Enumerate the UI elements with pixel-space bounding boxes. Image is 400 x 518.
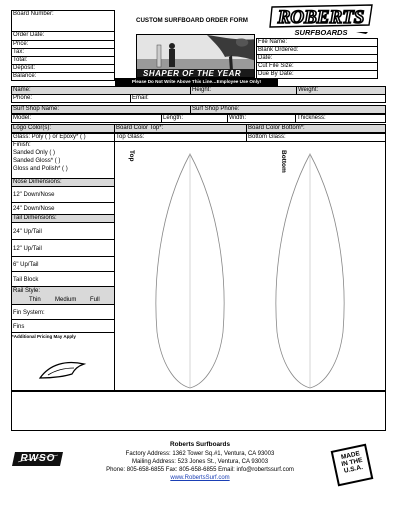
- finish-section: [11, 141, 115, 179]
- height-field[interactable]: Height:: [190, 86, 297, 95]
- model-field[interactable]: Model:: [11, 114, 162, 123]
- email-field[interactable]: Email:: [130, 94, 386, 103]
- tail-24-field[interactable]: 24" Up/Tail: [11, 222, 115, 240]
- fin-sketch-icon: [38, 358, 88, 382]
- nose-12-field[interactable]: 12" Down/Nose: [11, 186, 115, 203]
- thickness-field[interactable]: Thickness:: [295, 114, 386, 123]
- employee-notice-text: Please Do Not Write Above This Line…Employee Use Only!: [131, 79, 262, 84]
- nose-dimensions-header: Nose Dimensions:: [11, 178, 115, 187]
- nose-24-field[interactable]: 24" Down/Nose: [11, 202, 115, 215]
- notes-box[interactable]: [11, 391, 386, 431]
- finish-option-sanded[interactable]: Sanded Only ( ): [13, 150, 56, 156]
- company-name: Roberts Surfboards: [169, 441, 230, 448]
- board-bottom-outline: [265, 152, 355, 390]
- made-in-usa-text: MADE IN THE U.S.A.: [340, 450, 364, 475]
- board-top-outline: [145, 152, 235, 390]
- bottom-label: Bottom: [280, 150, 287, 173]
- left-fields: [11, 10, 115, 81]
- website-link[interactable]: www.RobertsSurf.com: [170, 475, 230, 481]
- due-by-date-field[interactable]: Due By Date:: [256, 70, 378, 79]
- tail-block-field[interactable]: Tail Block: [11, 271, 115, 287]
- logo-subtext: SURFBOARDS: [294, 28, 348, 37]
- rail-style-label: Rail Style:: [13, 288, 41, 294]
- finish-label: Finish:: [13, 142, 31, 148]
- finish-option-sanded-gloss[interactable]: Sanded Gloss* ( ): [13, 158, 61, 164]
- logo-graphic: [268, 4, 376, 38]
- rwso-badge-text: RWSO: [20, 453, 56, 464]
- employee-notice-bar: [115, 78, 278, 86]
- price-field[interactable]: Price:: [11, 40, 115, 49]
- phone-field[interactable]: Phone:: [11, 94, 131, 103]
- board-color-bottom-field[interactable]: Board Color Bottom*:: [246, 124, 386, 133]
- fin-system-field[interactable]: Fin System:: [11, 304, 115, 320]
- contact-info: Phone: 805-658-6855 Fax: 805-658-6855 Email: info@robertssurf.com: [106, 467, 294, 473]
- width-field[interactable]: Width:: [227, 114, 296, 123]
- factory-address: Factory Address: 1362 Tower Sq.#1, Ventura, CA 93003: [125, 451, 275, 457]
- logo-arrow-icon: [356, 32, 368, 34]
- balance-field[interactable]: Balance:: [11, 72, 115, 81]
- right-fields: [256, 38, 378, 78]
- tail-dimensions-header: Tail Dimensions:: [11, 214, 115, 223]
- rail-option-medium[interactable]: Medium: [55, 297, 77, 303]
- logo-text: ROBERTS: [277, 7, 365, 28]
- surf-shop-name-field[interactable]: Surf Shop Name:: [11, 105, 191, 114]
- length-field[interactable]: Length:: [161, 114, 228, 123]
- rail-option-full[interactable]: Full: [90, 297, 100, 303]
- additional-pricing-note: *Additional Pricing May Apply: [12, 334, 76, 339]
- top-label: Top: [128, 150, 135, 162]
- form-title: CUSTOM SURFBOARD ORDER FORM: [136, 17, 248, 24]
- tax-field[interactable]: Tax:: [11, 48, 115, 57]
- cut-file-size-field[interactable]: Cut File Size:: [256, 62, 378, 71]
- board-number-field[interactable]: Board Number:: [11, 10, 115, 32]
- tail-6-field[interactable]: 6" Up/Tail: [11, 256, 115, 272]
- rail-option-thin[interactable]: Thin: [29, 297, 41, 303]
- deposit-field[interactable]: Deposit:: [11, 64, 115, 73]
- tail-12-field[interactable]: 12" Up/Tail: [11, 239, 115, 257]
- logo-colors-field[interactable]: Logo Color(s):: [11, 124, 115, 133]
- rail-style-section: [11, 286, 115, 305]
- name-field[interactable]: Name:: [11, 86, 191, 95]
- finish-option-gloss-polish[interactable]: Gloss and Polish* ( ): [13, 166, 68, 172]
- weight-field[interactable]: Weight:: [296, 86, 386, 95]
- glass-field[interactable]: Glass: Poly ( ) or Epoxy* ( ): [11, 133, 115, 142]
- top-glass-field[interactable]: Top Glass:: [114, 133, 247, 142]
- fins-field[interactable]: Fins: [11, 319, 115, 333]
- rail-options: [13, 297, 113, 304]
- roberts-logo: [268, 4, 376, 38]
- mailing-address: Mailing Address: 523 Jones St., Ventura, CA 93003: [131, 459, 269, 465]
- bottom-glass-field[interactable]: Bottom Glass:: [246, 133, 386, 142]
- shaper-photo: [136, 34, 255, 78]
- photo-caption: SHAPER OF THE YEAR: [143, 69, 242, 78]
- total-field[interactable]: Total:: [11, 56, 115, 65]
- date-field[interactable]: Date:: [256, 54, 378, 63]
- surf-shop-phone-field[interactable]: Surf Shop Phone:: [190, 105, 386, 114]
- blank-ordered-field[interactable]: Blank Ordered:: [256, 46, 378, 55]
- website-link-row: [0, 474, 400, 482]
- file-name-field[interactable]: File Name:: [256, 38, 378, 47]
- board-color-top-field[interactable]: Board Color Top*:: [114, 124, 247, 133]
- order-date-field[interactable]: Order Date:: [11, 31, 115, 41]
